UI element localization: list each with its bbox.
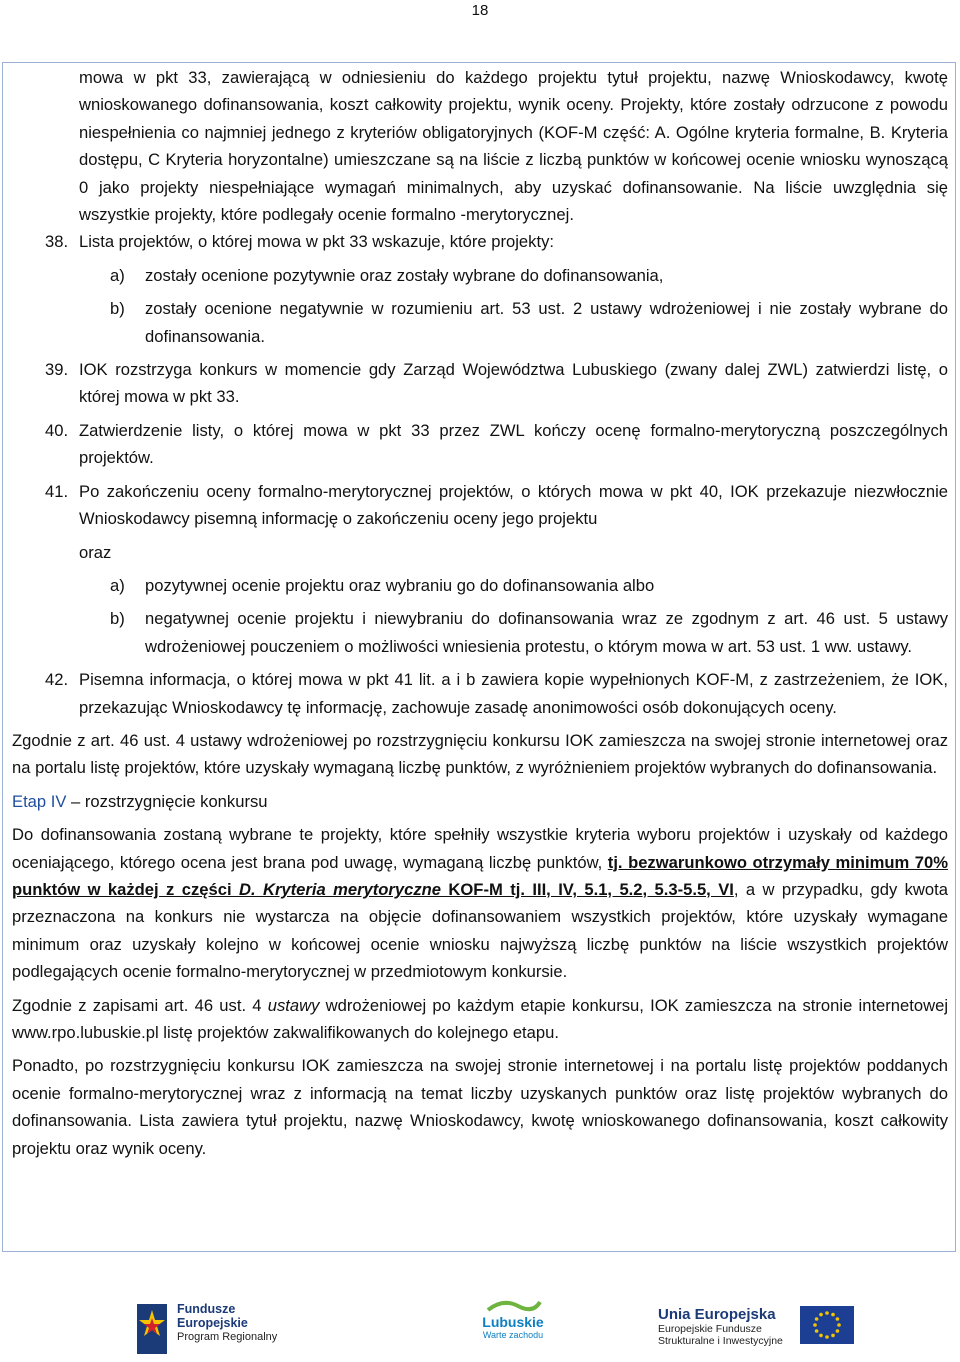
list-item-38a bbox=[12, 262, 948, 289]
fe-line-3: Program Regionalny bbox=[177, 1331, 278, 1343]
emphasis-italic: D. Kryteria merytoryczne bbox=[238, 879, 442, 899]
document-body bbox=[12, 64, 948, 1162]
ue-line-1: Unia Europejska bbox=[658, 1306, 776, 1323]
lubuskie-logo bbox=[468, 1296, 558, 1360]
item-text: IOK rozstrzyga konkurs w momencie gdy Zarząd Województwa Lubuskiego (zwany dalej ZWL) zatwierdzi listę, o której mowa w pkt 33. bbox=[79, 360, 948, 407]
paragraph-zgodnie-2 bbox=[12, 992, 948, 1047]
item-text: Po zakończeniu oceny formalno-merytorycznej projektów, o których mowa w pkt 40, IOK przekazuje niezwłocznie Wnioskodawcy pisemną informację o zakończeniu oceny jego projektu bbox=[79, 481, 948, 529]
item-number: 39. bbox=[45, 360, 69, 380]
list-item-41a bbox=[12, 572, 948, 599]
text-segment: Do dofinansowania zostaną wybrane te projekty, które spełniły wszystkie kryteria wyboru projektów i uzyskały od każdego oceniającego, którego ocena jest brana pod uwagę, wymaganą liczbę punktów, bbox=[12, 825, 948, 872]
fe-line-1: Fundusze bbox=[177, 1302, 236, 1316]
paragraph-41-oraz: oraz bbox=[79, 542, 112, 562]
item-letter: a) bbox=[110, 265, 125, 285]
stage-title: – rozstrzygnięcie konkursu bbox=[66, 791, 268, 811]
lubuskie-tagline: Warte zachodu bbox=[482, 1330, 544, 1340]
stage-label: Etap IV bbox=[12, 791, 67, 811]
unia-europejska-logo bbox=[656, 1296, 856, 1360]
ue-line-3: Strukturalne i Inwestycyjne bbox=[658, 1335, 783, 1347]
item-text: zostały ocenione negatywnie w rozumieniu art. 53 ust. 2 ustawy wdrożeniowej i nie zostały wybrane do dofinansowania. bbox=[145, 299, 948, 346]
item-number: 38. bbox=[45, 232, 69, 252]
italic-word: ustawy bbox=[267, 995, 320, 1015]
item-letter: a) bbox=[110, 575, 125, 595]
text-segment: wdrożeniowej po każdym etapie konkursu, IOK zamieszcza na stronie internetowej www.rpo.lubuskie.pl listę projektów zakwalifikowanych do kolejnego etapu. bbox=[12, 995, 949, 1042]
paragraph-ponadto: Ponadto, po rozstrzygnięciu konkursu IOK zamieszcza na swojej stronie internetowej i na portalu listę projektów poddanych ocenie formalno-merytorycznej wraz z informacją na temat liczby uzyskanych punktów oraz listę projektów wybranych do dofinansowania. Lista zawiera tytuł projektu, nazwę Wnioskodawcy, kwotę wnioskowanego dofinansowania, koszt całkowity projektu oraz wynik oceny. bbox=[12, 1056, 948, 1158]
item-text: Lista projektów, o której mowa w pkt 33 wskazuje, które projekty: bbox=[79, 232, 554, 252]
item-text: negatywnej ocenie projektu i niewybraniu do dofinansowania wraz ze zgodnym z art. 46 ust. 5 ustawy wdrożeniowej pouczeniem o możliwości wniesienia protestu, o którym mowa w art. 53 ust. 1 ww. ustawy. bbox=[145, 609, 948, 656]
page-number: 18 bbox=[471, 2, 489, 19]
list-item-38b bbox=[12, 295, 948, 350]
fundusze-europejskie-logo bbox=[133, 1296, 293, 1360]
item-text: Pisemna informacja, o której mowa w pkt 41 lit. a i b zawiera kopie wypełnionych KOF-M, z zastrzeżeniem, że IOK, przekazując Wnioskodawcy tę informację, zachowuje zasadę anonimowości osób dokonujących oceny. bbox=[79, 670, 948, 717]
item-text: pozytywnej ocenie projektu oraz wybraniu go do dofinansowania albo bbox=[145, 575, 655, 595]
eu-flag-icon bbox=[800, 1306, 854, 1344]
paragraph-37-continuation: mowa w pkt 33, zawierającą w odniesieniu do każdego projektu tytuł projektu, nazwę Wnioskodawcy, kwotę wnioskowanego dofinansowania, koszt całkowity projektu, wynik oceny. Projekty, które zostały odrzucone z powodu niespełnienia co najmniej jednego z kryteriów obligatoryjnych (KOF-M część: A. Ogólne kryteria formalne, B. Kryteria dostępu, C Kryteria horyzontalne) umieszczane są na liście z liczbą punktów w końcowej ocenie wniosku wynoszącą 0 jako projekty niespełniające wymagań minimalnych, aby uzyskać dofinansowanie. Na liście uwzględnia się wszystkie projekty, które podlegały ocenie formalno -merytorycznej. bbox=[79, 68, 948, 225]
list-item-41b bbox=[12, 605, 948, 660]
paragraph-40 bbox=[12, 417, 948, 472]
emphasis-underline: KOF-M tj. III, IV, 5.1, 5.2, 5.3-5.5, VI bbox=[441, 879, 734, 899]
lubuskie-name: Lubuskie bbox=[482, 1314, 544, 1330]
item-letter: b) bbox=[110, 299, 125, 319]
item-text: zostały ocenione pozytywnie oraz zostały wybrane do dofinansowania, bbox=[145, 265, 664, 285]
fe-star-icon bbox=[133, 1296, 173, 1356]
paragraph-dofinansowanie bbox=[12, 821, 948, 985]
paragraph-zgodnie-1: Zgodnie z art. 46 ust. 4 ustawy wdrożeniowej po rozstrzygnięciu konkursu IOK zamieszcza na swojej stronie internetowej oraz na portalu listę projektów, które uzyskały wymaganą liczbę punktów, z wyróżnieniem projektów wybranych do dofinansowania. bbox=[12, 730, 948, 778]
text-segment: Zgodnie z zapisami art. 46 ust. 4 bbox=[12, 995, 268, 1015]
paragraph-41 bbox=[12, 478, 948, 533]
item-number: 42. bbox=[45, 670, 69, 690]
emphasis-underline: tj. bezwarunkowo otrzymały minimum 70% punktów w każdej z części bbox=[12, 852, 948, 899]
stage-heading bbox=[12, 788, 948, 815]
footer-logos bbox=[0, 1296, 960, 1360]
paragraph-38 bbox=[12, 228, 948, 255]
item-number: 40. bbox=[45, 420, 69, 440]
item-letter: b) bbox=[110, 609, 125, 629]
item-number: 41. bbox=[45, 481, 69, 501]
text-segment: , a w przypadku, gdy kwota przeznaczona na konkurs nie wystarcza na objęcie dofinansowaniem wszystkich projektów, które uzyskały wymagane minimum oraz uzyskały kolejno w końcowej ocenie wniosku najwyższą liczbę punktów na liście wszystkich projektów podlegających ocenie formalno-merytorycznej w przedmiotowym konkursie. bbox=[12, 879, 948, 982]
ue-line-2: Europejskie Fundusze bbox=[658, 1323, 762, 1335]
paragraph-39 bbox=[12, 356, 948, 411]
lubuskie-wave-icon bbox=[468, 1296, 558, 1314]
fe-line-2: Europejskie bbox=[177, 1316, 248, 1330]
paragraph-42 bbox=[12, 666, 948, 721]
item-text: Zatwierdzenie listy, o której mowa w pkt 33 przez ZWL kończy ocenę formalno-merytoryczną poszczególnych projektów. bbox=[79, 420, 948, 468]
